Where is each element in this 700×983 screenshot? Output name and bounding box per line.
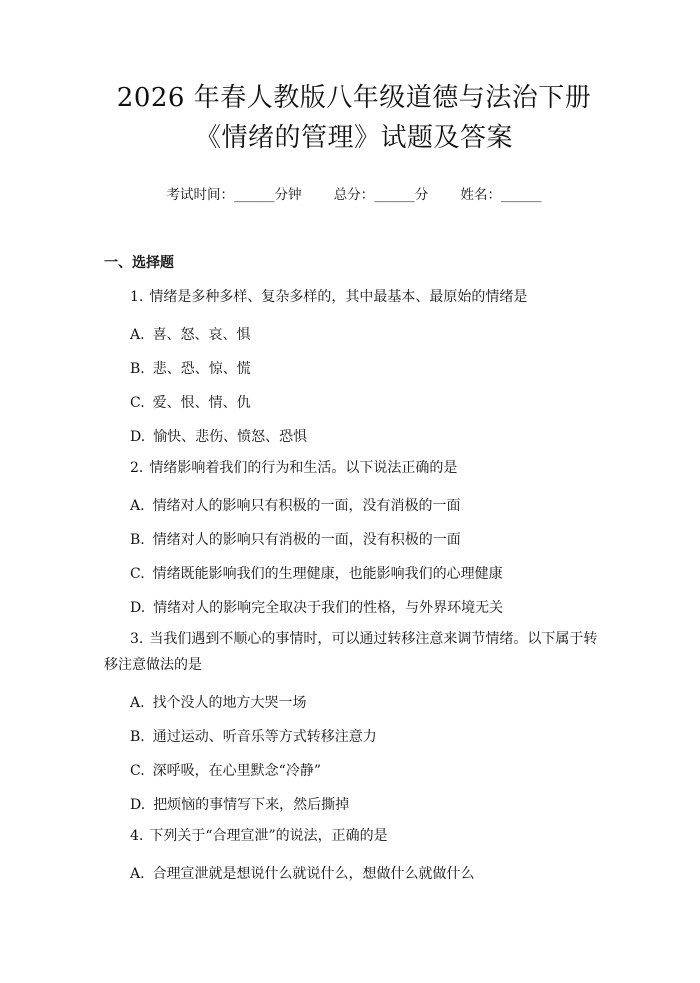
option-letter: B. xyxy=(130,361,145,377)
option-2d xyxy=(104,599,604,617)
question-number: 1. xyxy=(130,289,144,305)
option-text: 情绪对人的影响完全取决于我们的性格，与外界环境无关 xyxy=(153,600,504,616)
option-3d xyxy=(104,796,604,814)
option-3c xyxy=(104,762,604,780)
question-number: 2. xyxy=(130,460,144,476)
question-2 xyxy=(104,455,604,481)
option-1c xyxy=(104,394,604,412)
exam-time: 考试时间：______分钟 xyxy=(166,187,302,203)
option-text: 情绪对人的影响只有消极的一面，没有积极的一面 xyxy=(152,532,461,548)
option-letter: C. xyxy=(130,395,145,411)
option-letter: B. xyxy=(130,729,145,745)
question-number: 4. xyxy=(130,828,144,844)
question-text: 情绪影响着我们的行为和生活。以下说法正确的是 xyxy=(149,460,458,476)
section-title: 一、选择题 xyxy=(104,255,174,271)
option-letter: D. xyxy=(130,600,146,616)
question-1 xyxy=(104,284,604,310)
option-letter: D. xyxy=(130,429,146,445)
option-letter: A. xyxy=(130,695,145,711)
option-text: 通过运动、听音乐等方式转移注意力 xyxy=(152,729,377,745)
option-text: 深呼吸，在心里默念“冷静” xyxy=(152,763,321,779)
option-letter: A. xyxy=(130,327,145,343)
option-1b xyxy=(104,360,604,378)
option-1d xyxy=(104,428,604,446)
option-text: 愉快、悲伤、愤怒、恐惧 xyxy=(153,429,308,445)
document-title: 2026 年春人教版八年级道德与法治下册《情绪的管理》试题及答案 xyxy=(116,83,592,153)
question-text: 情绪是多种多样、复杂多样的，其中最基本、最原始的情绪是 xyxy=(149,289,528,305)
question-number: 3. xyxy=(130,631,144,647)
question-4 xyxy=(104,823,604,849)
option-text: 喜、怒、哀、惧 xyxy=(152,327,251,343)
option-1a xyxy=(104,326,604,344)
option-2c xyxy=(104,565,604,583)
question-3 xyxy=(104,626,604,678)
option-4a xyxy=(104,865,604,883)
option-letter: B. xyxy=(130,532,145,548)
option-letter: A. xyxy=(130,498,145,514)
question-text: 下列关于“合理宣泄”的说法，正确的是 xyxy=(149,828,388,844)
option-text: 把烦恼的事情写下来，然后撕掉 xyxy=(153,797,350,813)
question-text: 当我们遇到不顺心的事情时，可以通过转移注意来调节情绪。以下属于转移注意做法的是 xyxy=(104,631,598,673)
exam-score: 总分：______分 xyxy=(333,187,429,203)
option-letter: D. xyxy=(130,797,146,813)
option-2a xyxy=(104,497,604,515)
option-text: 合理宣泄就是想说什么就说什么，想做什么就做什么 xyxy=(152,866,475,882)
option-text: 情绪对人的影响只有积极的一面，没有消极的一面 xyxy=(152,498,461,514)
option-text: 情绪既能影响我们的生理健康，也能影响我们的心理健康 xyxy=(152,566,503,582)
option-3a xyxy=(104,694,604,712)
option-letter: C. xyxy=(130,566,145,582)
option-2b xyxy=(104,531,604,549)
option-letter: A. xyxy=(130,866,145,882)
option-3b xyxy=(104,728,604,746)
document-page xyxy=(0,78,700,983)
exam-name: 姓名：______ xyxy=(460,187,542,203)
exam-meta xyxy=(104,186,604,204)
option-text: 悲、恐、惊、慌 xyxy=(152,361,251,377)
option-text: 找个没人的地方大哭一场 xyxy=(152,695,307,711)
option-letter: C. xyxy=(130,763,145,779)
option-text: 爱、恨、情、仇 xyxy=(152,395,251,411)
